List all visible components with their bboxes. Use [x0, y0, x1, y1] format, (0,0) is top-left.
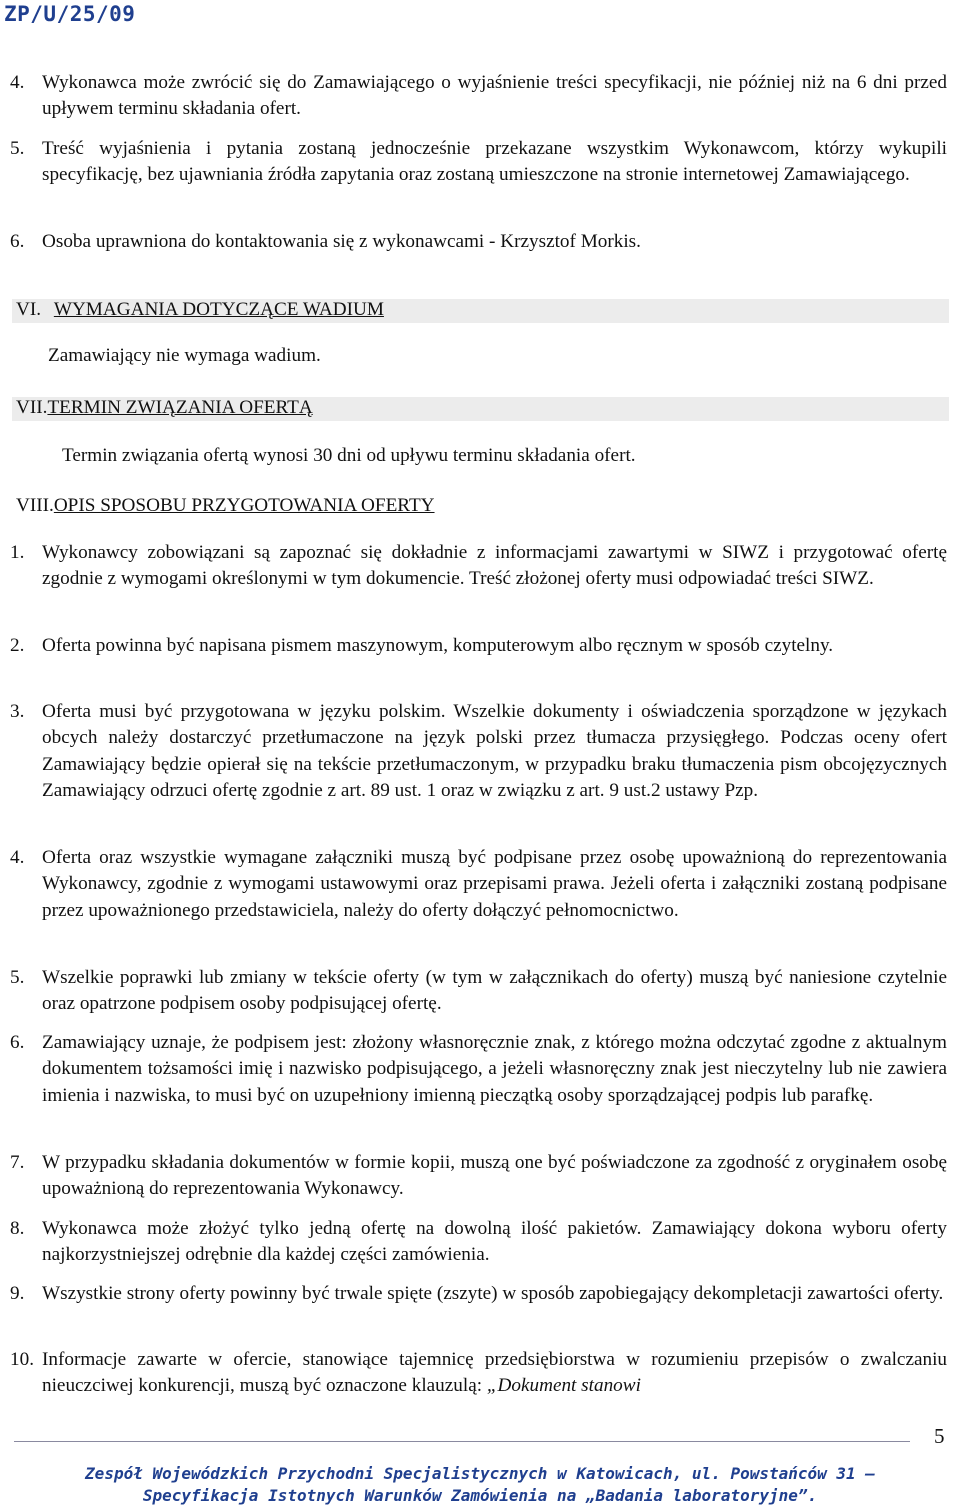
- list-item: [10, 1030, 947, 1109]
- section-number: VII.: [16, 397, 48, 418]
- list-item: [10, 229, 947, 255]
- item-text: Oferta oraz wszystkie wymagane załączniki muszą być podpisane przez osobę upoważnioną do reprezentowania Wykonawcy, zgodnie z wymogami ustawowymi oraz przepisami prawa. Jeżeli oferta i załączniki zostaną podpisane przez upoważnionego przedstawiciela, należy do oferty dołączyć pełnomocnictwo.: [42, 847, 947, 921]
- item-number: 5.: [10, 967, 25, 988]
- item-text: Zamawiający uznaje, że podpisem jest: złożony własnoręcznie znak, z którego można odczytać zgodne z aktualnym dokumentem tożsamości imię i nazwisko podpisującego, a jeżeli własnoręczny znak jest nieczytelny lub nie zawiera imienia i nazwiska, to musi być on uzupełniony imienną pieczątką osoby sporządzającej podpis lub parafkę.: [42, 1032, 947, 1106]
- section-heading-viii: [16, 495, 435, 517]
- item-number: 8.: [10, 1218, 25, 1239]
- list-item: [10, 633, 947, 659]
- item-number: 10.: [10, 1349, 34, 1370]
- section-title: OPIS SPOSOBU PRZYGOTOWANIA OFERTY: [53, 495, 435, 516]
- item-text: Treść wyjaśnienia i pytania zostaną jednocześnie przekazane wszystkim Wykonawcom, którzy wykupili specyfikację, bez ujawniania źródła zapytania oraz zostaną umieszczone na stronie internetowej Zamawiającego.: [42, 138, 947, 186]
- document-id: ZP/U/25/09: [4, 2, 136, 26]
- list-item: [10, 1150, 947, 1203]
- item-text: [42, 1347, 947, 1400]
- item-number: 4.: [10, 847, 25, 868]
- section-heading-vi: [16, 299, 384, 321]
- section-heading-vii: [16, 397, 313, 419]
- footer-divider: [14, 1441, 910, 1442]
- list-item: [10, 699, 947, 805]
- item-number: 7.: [10, 1152, 25, 1173]
- section-number: VIII.: [16, 495, 54, 516]
- list-item: [10, 70, 947, 123]
- item-text-main: Informacje zawarte w ofercie, stanowiące tajemnicę przedsiębiorstwa w rozumieniu przepisów o zwalczaniu nieuczciwej konkurencji, muszą być oznaczone klauzulą:: [42, 1349, 947, 1397]
- section-text: Zamawiający nie wymaga wadium.: [48, 345, 321, 366]
- footer-line-1: Zespół Wojewódzkich Przychodni Specjalistycznych w Katowicach, ul. Powstańców 31 –: [85, 1464, 875, 1483]
- item-text: W przypadku składania dokumentów w formie kopii, muszą one być poświadczone za zgodność z oryginałem osobę upoważnioną do reprezentowania Wykonawcy.: [42, 1152, 947, 1200]
- item-number: 6.: [10, 1032, 25, 1053]
- item-text-clause: „Dokument stanowi: [486, 1375, 641, 1397]
- item-number: 5.: [10, 138, 25, 159]
- item-text: Wykonawcy zobowiązani są zapoznać się dokładnie z informacjami zawartymi w SIWZ i przygotować ofertę zgodnie z wymogami określonymi w tym dokumencie. Treść złożonej oferty musi odpowiadać treści SIWZ.: [42, 542, 947, 590]
- item-number: 2.: [10, 635, 25, 656]
- section-title: TERMIN ZWIĄZANIA OFERTĄ: [47, 397, 313, 418]
- item-text: Wszystkie strony oferty powinny być trwale spięte (zszyte) w sposób zapobiegający dekompletacji zawartości oferty.: [42, 1283, 944, 1304]
- item-text: Wykonawca może złożyć tylko jedną ofertę na dowolną ilość pakietów. Zamawiający dokona wyboru oferty najkorzystniejszej odrębnie dla każdej części zamówienia.: [42, 1218, 947, 1266]
- item-text: Wszelkie poprawki lub zmiany w tekście oferty (w tym w załącznikach do oferty) muszą być naniesione czytelnie oraz opatrzone podpisem osoby podpisującej ofertę.: [42, 967, 947, 1015]
- list-item: [10, 1216, 947, 1269]
- page-number: 5: [934, 1424, 945, 1448]
- item-number: 3.: [10, 701, 25, 722]
- item-text: Oferta musi być przygotowana w języku polskim. Wszelkie dokumenty i oświadczenia sporządzone w językach obcych należy dostarczyć przetłumaczone na język polski przez tłumacza przysięgłego. Podczas oceny ofert Zamawiający będzie opierał się na tekście przetłumaczonym, w przypadku braku tłumaczenia pism obcojęzycznych Zamawiający odrzuci ofertę zgodnie z art. 89 ust. 1 oraz w związku z art. 9 ust.2 ustawy Pzp.: [42, 701, 947, 802]
- list-item: [10, 845, 947, 924]
- list-item: [10, 965, 947, 1018]
- item-text: Wykonawca może zwrócić się do Zamawiającego o wyjaśnienie treści specyfikacji, nie później niż na 6 dni przed upływem terminu składania ofert.: [42, 72, 947, 120]
- item-text: Oferta powinna być napisana pismem maszynowym, komputerowym albo ręcznym w sposób czytelny.: [42, 635, 834, 656]
- list-item: [10, 540, 947, 593]
- item-number: 9.: [10, 1283, 25, 1304]
- list-item: [10, 1347, 947, 1400]
- section-text: Termin związania ofertą wynosi 30 dni od upływu terminu składania ofert.: [62, 445, 636, 466]
- item-number: 6.: [10, 231, 25, 252]
- list-item: [10, 1281, 947, 1307]
- item-number: 1.: [10, 542, 25, 563]
- section-title: WYMAGANIA DOTYCZĄCE WADIUM: [53, 299, 384, 320]
- item-text: Osoba uprawniona do kontaktowania się z wykonawcami - Krzysztof Morkis.: [42, 231, 641, 252]
- list-item: [10, 136, 947, 189]
- footer-line-2: Specyfikacja Istotnych Warunków Zamówienia na „Badania laboratoryjne”.: [142, 1486, 818, 1505]
- item-number: 4.: [10, 72, 25, 93]
- section-number: VI.: [16, 299, 42, 320]
